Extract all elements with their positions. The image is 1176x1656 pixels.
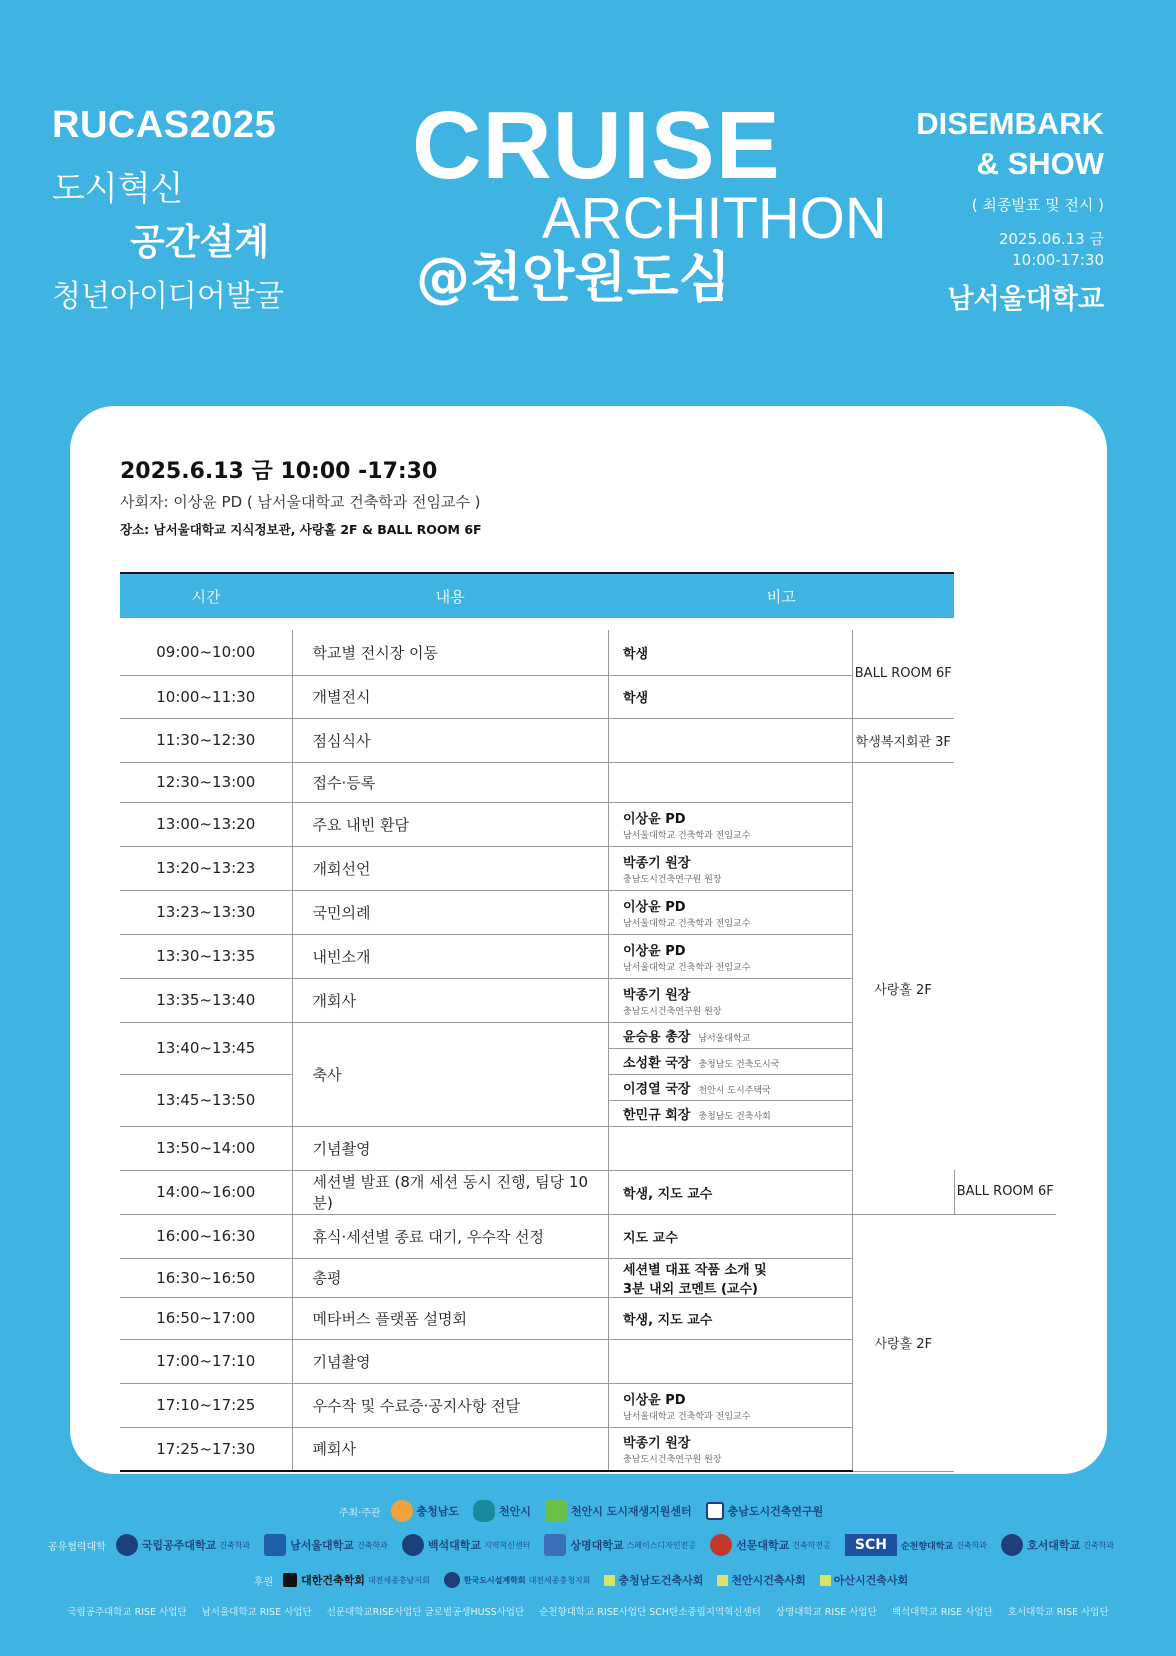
partner-logo — [402, 1534, 531, 1556]
congrats-org: 충청남도 건축도시국 — [698, 1059, 780, 1070]
row-content: 세션별 발표 (8개 세션 동시 진행, 팀당 10분) — [292, 1170, 609, 1214]
note-name: 이상윤 PD — [623, 899, 686, 915]
note-name: 학생 — [623, 691, 649, 706]
title-archithon: ARCHITHON — [542, 186, 887, 251]
chungnam-logo-icon — [391, 1500, 413, 1522]
row-time: 17:00~17:10 — [120, 1339, 292, 1383]
rise-item: 남서울대학교 RISE 사업단 — [201, 1607, 312, 1618]
note-sub: 충남도시건축연구원 원장 — [623, 874, 722, 885]
row-content: 휴식·세션별 종료 대기, 우수작 선정 — [292, 1214, 609, 1258]
title-cruise: CRUISE — [412, 92, 781, 199]
schedule-table — [120, 572, 1056, 1472]
note-name-2: 3분 내외 코멘트 (교수) — [623, 1281, 758, 1297]
table-header-row — [120, 573, 1056, 618]
note-name: 지도 교수 — [623, 1230, 678, 1246]
table-row — [120, 718, 1056, 762]
partner-logo — [116, 1534, 250, 1556]
note-sub: 남서울대학교 건축학과 전임교수 — [623, 830, 751, 841]
congrats-name: 한민규 회장 — [623, 1107, 691, 1123]
row-note — [609, 802, 853, 846]
row-time: 16:50~17:00 — [120, 1297, 292, 1339]
congrats-item — [609, 1075, 852, 1101]
row-time: 16:30~16:50 — [120, 1258, 292, 1297]
hoseo-logo-icon — [1001, 1534, 1023, 1556]
row-time: 13:50~14:00 — [120, 1126, 292, 1170]
event-name: RUCAS2025 — [52, 104, 277, 146]
room-cell: BALL ROOM 6F — [852, 630, 954, 718]
row-time: 17:10~17:25 — [120, 1383, 292, 1427]
row-note — [609, 1383, 853, 1427]
kongju-logo-icon — [116, 1534, 138, 1556]
note-name: 학생, 지도 교수 — [623, 1186, 713, 1202]
row-content: 학교별 전시장 이동 — [292, 630, 609, 675]
note-name: 이상윤 PD — [623, 943, 686, 959]
row-time: 13:00~13:20 — [120, 802, 292, 846]
row-time: 10:00~11:30 — [120, 675, 292, 718]
event-date: 2025.06.13 금 — [998, 230, 1104, 248]
partner-dept: 건축학과 — [1083, 1540, 1115, 1550]
partner-name: 상명대학교 — [570, 1539, 624, 1552]
row-note — [609, 1258, 853, 1297]
congrats-name: 소성환 국장 — [623, 1055, 691, 1071]
schedule-place: 장소: 남서울대학교 지식정보관, 사랑홀 2F & BALL ROOM 6F — [120, 522, 482, 537]
sponsor-logo — [717, 1572, 805, 1588]
disembark-line1: DISEMBARK — [916, 106, 1104, 141]
note-sub: 남서울대학교 건축학과 전임교수 — [623, 962, 751, 973]
row-note — [609, 1297, 853, 1339]
row-content: 축사 — [292, 1022, 609, 1126]
partner-name: 남서울대학교 — [290, 1539, 354, 1552]
congrats-org: 남서울대학교 — [698, 1033, 751, 1044]
row-content: 우수작 및 수료증·공지사항 전달 — [292, 1383, 609, 1427]
square-icon — [820, 1575, 831, 1586]
rise-item: 순천향대학교 RISE사업단 SCH탄소중립지역혁신센터 — [539, 1607, 761, 1618]
row-content: 국민의례 — [292, 890, 609, 934]
partner-dept: 지역혁신센터 — [484, 1540, 531, 1550]
table-row — [120, 762, 1056, 802]
partner-label: 공유협력대학 — [47, 1541, 106, 1553]
note-name: 학생, 지도 교수 — [623, 1312, 713, 1328]
row-note — [609, 846, 853, 890]
row-note — [609, 1214, 853, 1258]
header-content: 내용 — [292, 573, 609, 618]
square-icon — [717, 1575, 728, 1586]
sponsor-logo — [604, 1572, 703, 1588]
row-note — [609, 1427, 853, 1471]
host-name: 충청남도 — [416, 1505, 460, 1518]
title-location: @천안원도심 — [416, 246, 731, 309]
research-logo-icon — [706, 1502, 724, 1520]
header-note: 비고 — [609, 573, 955, 618]
partner-name: 국립공주대학교 — [141, 1539, 217, 1552]
schedule-datetime: 2025.6.13 금 10:00 -17:30 — [120, 459, 438, 484]
sponsor-logo — [444, 1572, 591, 1588]
urban-center-logo-icon — [545, 1500, 567, 1522]
sch-logo-icon: SCH — [845, 1534, 897, 1556]
partner-dept: 건축학과 — [956, 1540, 988, 1550]
congrats-name: 윤승용 총장 — [623, 1029, 691, 1045]
table-row — [120, 1214, 1056, 1258]
note-sub: 충남도시건축연구원 원장 — [623, 1455, 722, 1466]
room-cell: 사랑홀 2F — [852, 762, 954, 1214]
aik-logo-icon — [283, 1573, 297, 1587]
sponsor-name: 대한건축학회 — [301, 1574, 365, 1587]
row-content: 점심식사 — [292, 718, 609, 762]
cheonan-logo-icon — [473, 1500, 495, 1522]
sponsor-name: 천안시건축사회 — [731, 1574, 806, 1587]
partner-row — [0, 1534, 1176, 1556]
sponsor-logo — [283, 1572, 430, 1588]
event-time: 10:00-17:30 — [1012, 251, 1104, 269]
row-content: 폐회사 — [292, 1427, 609, 1471]
note-name: 이상윤 PD — [623, 1392, 686, 1408]
row-content: 기념촬영 — [292, 1126, 609, 1170]
rise-item: 상명대학교 RISE 사업단 — [775, 1607, 877, 1618]
row-note — [609, 1126, 853, 1170]
rise-item: 호서대학교 RISE 사업단 — [1007, 1607, 1109, 1618]
row-note — [609, 978, 853, 1022]
row-time: 14:00~16:00 — [120, 1170, 292, 1214]
sponsor-branch: 대전세종충남지회 — [367, 1575, 430, 1585]
square-icon — [604, 1575, 615, 1586]
host-name: 천안시 — [499, 1505, 531, 1518]
sponsor-row — [0, 1572, 1176, 1588]
row-note — [609, 1339, 853, 1383]
row-time: 13:40~13:45 — [120, 1022, 292, 1074]
schedule-meta — [120, 454, 482, 538]
congrats-item — [609, 1101, 852, 1126]
row-content: 메타버스 플랫폼 설명회 — [292, 1297, 609, 1339]
row-time: 11:30~12:30 — [120, 718, 292, 762]
note-sub: 남서울대학교 건축학과 전임교수 — [623, 918, 751, 929]
congrats-name: 이경열 국장 — [623, 1081, 691, 1097]
partner-logo — [264, 1534, 388, 1556]
partner-name: 선문대학교 — [736, 1539, 790, 1552]
final-subtitle: ( 최종발표 및 전시 ) — [971, 196, 1104, 214]
row-content: 개회선언 — [292, 846, 609, 890]
note-name: 이상윤 PD — [623, 811, 686, 827]
host-logo — [391, 1500, 460, 1522]
row-time: 12:30~13:00 — [120, 762, 292, 802]
note-name: 학생 — [623, 646, 649, 662]
partner-dept: 스페이스디자인전공 — [626, 1540, 697, 1550]
row-content: 총평 — [292, 1258, 609, 1297]
room-cell: 사랑홀 2F — [852, 1214, 954, 1471]
row-note — [609, 718, 853, 762]
row-time: 13:30~13:35 — [120, 934, 292, 978]
row-time: 13:23~13:30 — [120, 890, 292, 934]
row-note — [609, 675, 853, 718]
partner-name: 순천향대학교 — [900, 1541, 954, 1552]
host-name: 충남도시건축연구원 — [727, 1505, 824, 1518]
host-row — [0, 1500, 1176, 1522]
tagline-2: 공간설계 — [130, 222, 270, 263]
kud-logo-icon — [444, 1572, 460, 1588]
row-content: 내빈소개 — [292, 934, 609, 978]
congrats-item — [609, 1023, 852, 1049]
note-name: 박종기 원장 — [623, 855, 691, 871]
sponsor-name: 한국도시설계학회 — [463, 1575, 526, 1585]
header-left — [52, 104, 284, 315]
tagline-1: 도시혁신 — [52, 169, 184, 209]
rise-list — [0, 1604, 1176, 1618]
partner-logo — [710, 1534, 831, 1556]
host-label: 주최·주관 — [338, 1507, 381, 1519]
row-note — [609, 630, 853, 675]
row-note — [609, 1170, 853, 1214]
row-content: 기념촬영 — [292, 1339, 609, 1383]
schedule-mc: 사회자: 이상윤 PD ( 남서울대학교 건축학과 전임교수 ) — [120, 493, 481, 511]
baekseok-logo-icon — [402, 1534, 424, 1556]
row-content: 개회사 — [292, 978, 609, 1022]
sunmoon-logo-icon — [710, 1534, 732, 1556]
note-sub: 충남도시건축연구원 원장 — [623, 1006, 722, 1017]
congrats-notes — [609, 1022, 853, 1126]
sponsor-branch: 대전세종충청지회 — [528, 1575, 591, 1585]
room-cell: BALL ROOM 6F — [954, 1170, 1056, 1214]
rise-item: 국립공주대학교 RISE 사업단 — [67, 1607, 187, 1618]
partner-dept: 건축학과 — [356, 1540, 388, 1550]
row-time: 17:25~17:30 — [120, 1427, 292, 1471]
host-name: 천안시 도시재생지원센터 — [570, 1505, 692, 1518]
row-time: 13:20~13:23 — [120, 846, 292, 890]
tagline-3: 청년아이디어발굴 — [52, 279, 284, 314]
host-logo — [545, 1500, 692, 1522]
partner-logo — [544, 1534, 696, 1556]
row-time: 16:00~16:30 — [120, 1214, 292, 1258]
partner-name: 백석대학교 — [427, 1539, 481, 1552]
sponsor-label: 후원 — [253, 1576, 274, 1588]
partner-logo — [845, 1534, 987, 1556]
congrats-org: 천안시 도시주택국 — [698, 1085, 771, 1096]
row-note — [609, 934, 853, 978]
partner-logo — [1001, 1534, 1114, 1556]
sponsor-name: 아산시건축사회 — [833, 1574, 909, 1587]
event-venue: 남서울대학교 — [947, 284, 1104, 315]
schedule-card — [70, 406, 1107, 1474]
header-right — [916, 104, 1104, 316]
row-content: 접수·등록 — [292, 762, 609, 802]
partner-name: 호서대학교 — [1027, 1539, 1081, 1552]
row-note — [609, 762, 853, 802]
sponsor-name: 충청남도건축사회 — [618, 1574, 704, 1587]
table-row — [120, 630, 1056, 675]
sponsor-logo — [820, 1572, 908, 1588]
header-time: 시간 — [120, 573, 292, 618]
rise-item: 백석대학교 RISE 사업단 — [891, 1607, 993, 1618]
row-content: 주요 내빈 환담 — [292, 802, 609, 846]
note-sub: 남서울대학교 건축학과 전임교수 — [623, 1411, 751, 1422]
disembark-line2: & SHOW — [976, 146, 1104, 181]
row-time: 13:35~13:40 — [120, 978, 292, 1022]
host-logo — [473, 1500, 531, 1522]
congrats-item — [609, 1049, 852, 1075]
row-time: 09:00~10:00 — [120, 630, 292, 675]
note-name: 세션별 대표 작품 소개 및 — [623, 1262, 767, 1278]
congrats-org: 충청남도 건축사회 — [698, 1111, 771, 1122]
partner-dept: 건축학전공 — [792, 1540, 831, 1550]
header-title — [412, 92, 887, 310]
row-note — [609, 890, 853, 934]
sangmyung-logo-icon — [544, 1534, 566, 1556]
note-name: 박종기 원장 — [623, 1436, 691, 1452]
rise-item: 선문대학교RISE사업단 글로벌공생HUSS사업단 — [326, 1607, 525, 1618]
row-content: 개별전시 — [292, 675, 609, 718]
note-name: 박종기 원장 — [623, 987, 691, 1003]
host-logo — [706, 1502, 824, 1520]
partner-dept: 건축학과 — [219, 1540, 251, 1550]
nsu-logo-icon — [264, 1534, 286, 1556]
row-time: 13:45~13:50 — [120, 1074, 292, 1126]
room-cell: 학생복지회관 3F — [852, 718, 954, 762]
table-gap — [120, 618, 1056, 630]
